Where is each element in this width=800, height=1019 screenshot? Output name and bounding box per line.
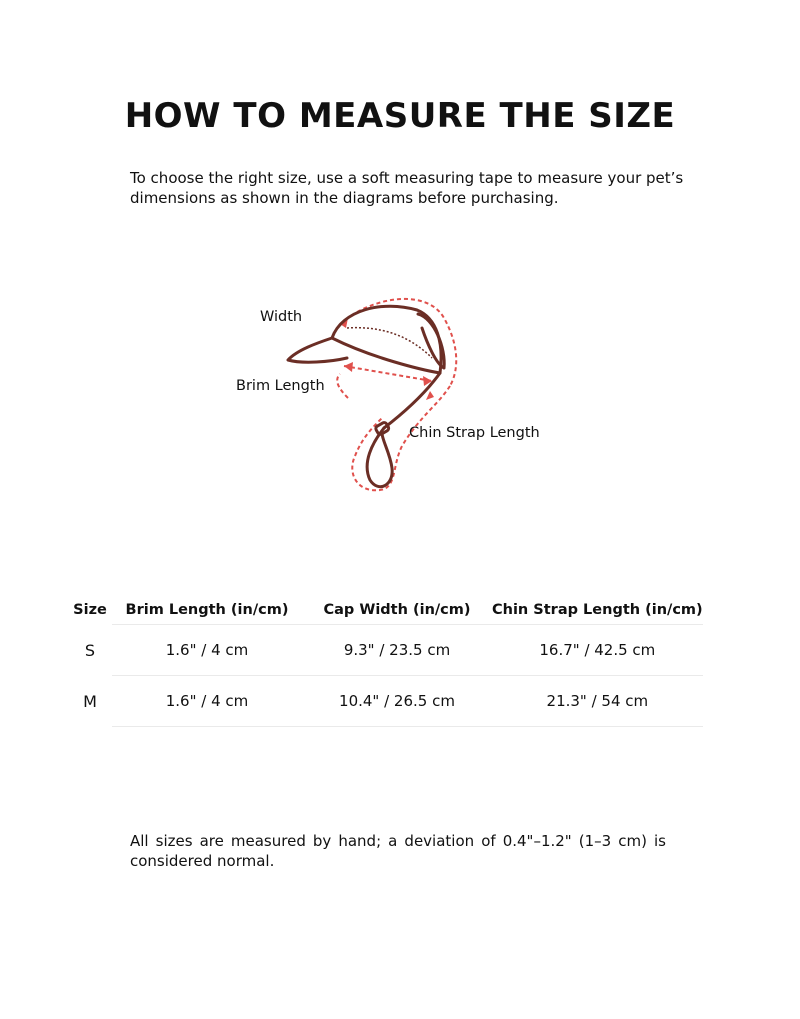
measurement-note: All sizes are measured by hand; a deviation of 0.4"–1.2" (1–3 cm) is considered normal. [130,832,666,870]
chin-strap-length-cell: 16.7" / 42.5 cm [492,625,703,676]
page-title: HOW TO MEASURE THE SIZE [124,96,676,136]
size-cell: S [84,640,96,660]
brim-length-label: Brim Length [236,378,325,394]
width-label: Width [260,309,303,325]
size-table [68,596,703,727]
header-size: Size [73,602,107,619]
table-header-row [68,596,703,625]
header-cap-width: Cap Width (in/cm) [323,602,471,618]
chin-strap-length-cell: 21.3" / 54 cm [492,676,703,727]
header-brim-length: Brim Length (in/cm) [125,602,289,618]
cap-width-cell: 10.4" / 26.5 cm [302,676,492,727]
cap-outline [288,306,444,486]
header-chin-strap-length: Chin Strap Length (in/cm) [492,602,703,618]
table-row [68,625,703,676]
cap-diagram [222,288,582,503]
brim-length-cell: 1.6" / 4 cm [112,625,302,676]
cap-width-cell: 9.3" / 23.5 cm [302,625,492,676]
cap-seam [347,328,432,358]
chin-strap-length-label: Chin Strap Length [409,425,540,441]
table-row [68,676,703,727]
intro-text: To choose the right size, use a soft measuring tape to measure your pet’s dimensions as shown in the diagrams before purchasing. [130,169,684,207]
brim-length-cell: 1.6" / 4 cm [112,676,302,727]
size-cell: M [83,691,97,711]
